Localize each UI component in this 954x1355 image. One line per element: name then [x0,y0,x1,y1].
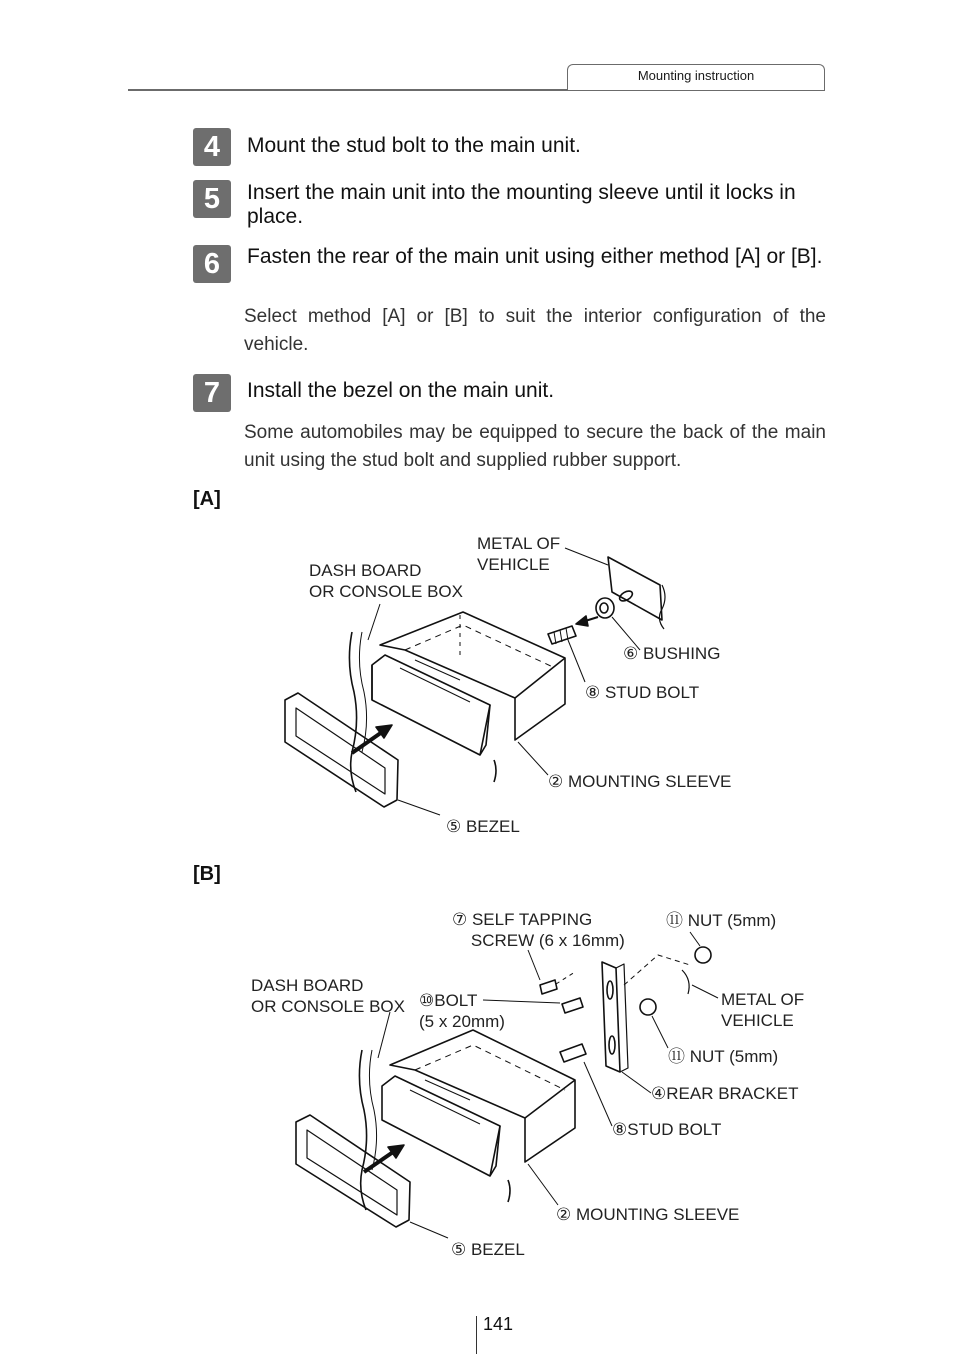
fig-b-dashboard-edge [359,1050,366,1210]
fig-b-label-rear-bracket: ④REAR BRACKET [651,1084,799,1103]
section-tab: Mounting instruction [567,64,825,90]
fig-a-main-unit [372,655,490,755]
fig-b-screw [540,980,557,994]
fig-a-label-bushing: ⑥ BUSHING [623,644,721,663]
step-4-text: Mount the stud bolt to the main unit. [247,134,581,157]
fig-a-label-dash: DASH BOARD OR CONSOLE BOX [309,561,463,601]
fig-a-bushing [596,598,614,618]
fig-a-dashboard-edge [349,632,356,792]
fig-b-stud-bolt [560,1044,586,1062]
fig-b-label-bolt: ⑩BOLT (5 x 20mm) [419,991,505,1031]
fig-a-metal-plate [608,557,662,620]
fig-a-label-sleeve: ② MOUNTING SLEEVE [548,772,732,791]
fig-b-metal [682,970,689,994]
fig-b-label-bezel: ⑤ BEZEL [451,1240,525,1259]
step-5-text: Insert the main unit into the mounting sleeve until it locks in place. [247,181,796,228]
fig-b-label-screw: ⑦ SELF TAPPING SCREW (6 x 16mm) [452,910,625,950]
fig-a-label-stud: ⑧ STUD BOLT [585,683,700,702]
fig-b-label-nut-top: ⑪ NUT (5mm) [666,911,777,930]
fig-b-label-sleeve: ② MOUNTING SLEEVE [556,1205,740,1224]
figure-b-label: [B] [193,863,221,885]
fig-b-label-stud: ⑧STUD BOLT [612,1120,722,1139]
fig-b-label-dash: DASH BOARD OR CONSOLE BOX [251,976,405,1016]
fig-b-bolt [562,998,583,1013]
fig-b-mounting-sleeve [390,1030,575,1162]
fig-a-bezel [285,693,398,807]
step-6-badge: 6 [193,245,231,283]
page-number-rule [476,1316,477,1354]
step-7-text: Install the bezel on the main unit. [247,379,555,402]
figure-a-label: [A] [193,488,221,510]
step-7-badge: 7 [193,374,231,412]
page-number: 141 [483,1314,514,1334]
fig-b-rear-bracket [602,962,620,1072]
fig-b-main-unit [382,1076,500,1176]
fig-a-mounting-sleeve [380,612,565,740]
fig-b-label-nut-bottom: ⑪ NUT (5mm) [668,1047,779,1066]
fig-a-label-bezel: ⑤ BEZEL [446,817,520,836]
step-6-note: Select method [A] or [B] to suit the interior configuration of the vehicle. [244,306,826,355]
step-5-badge: 5 [193,180,231,218]
fig-a-label-metal: METAL OF VEHICLE [477,534,561,574]
step-7-note: Some automobiles may be equipped to secure the back of the main unit using the stud bolt and supplied rubber support. [244,422,826,471]
fig-b-bezel [296,1115,410,1227]
step-6-text: Fasten the rear of the main unit using either method [A] or [B]. [247,245,823,268]
fig-b-nut-top [695,947,711,963]
step-4-badge: 4 [193,128,231,166]
fig-b-nut-bottom [640,999,656,1015]
fig-b-label-metal: METAL OF VEHICLE [721,990,805,1030]
